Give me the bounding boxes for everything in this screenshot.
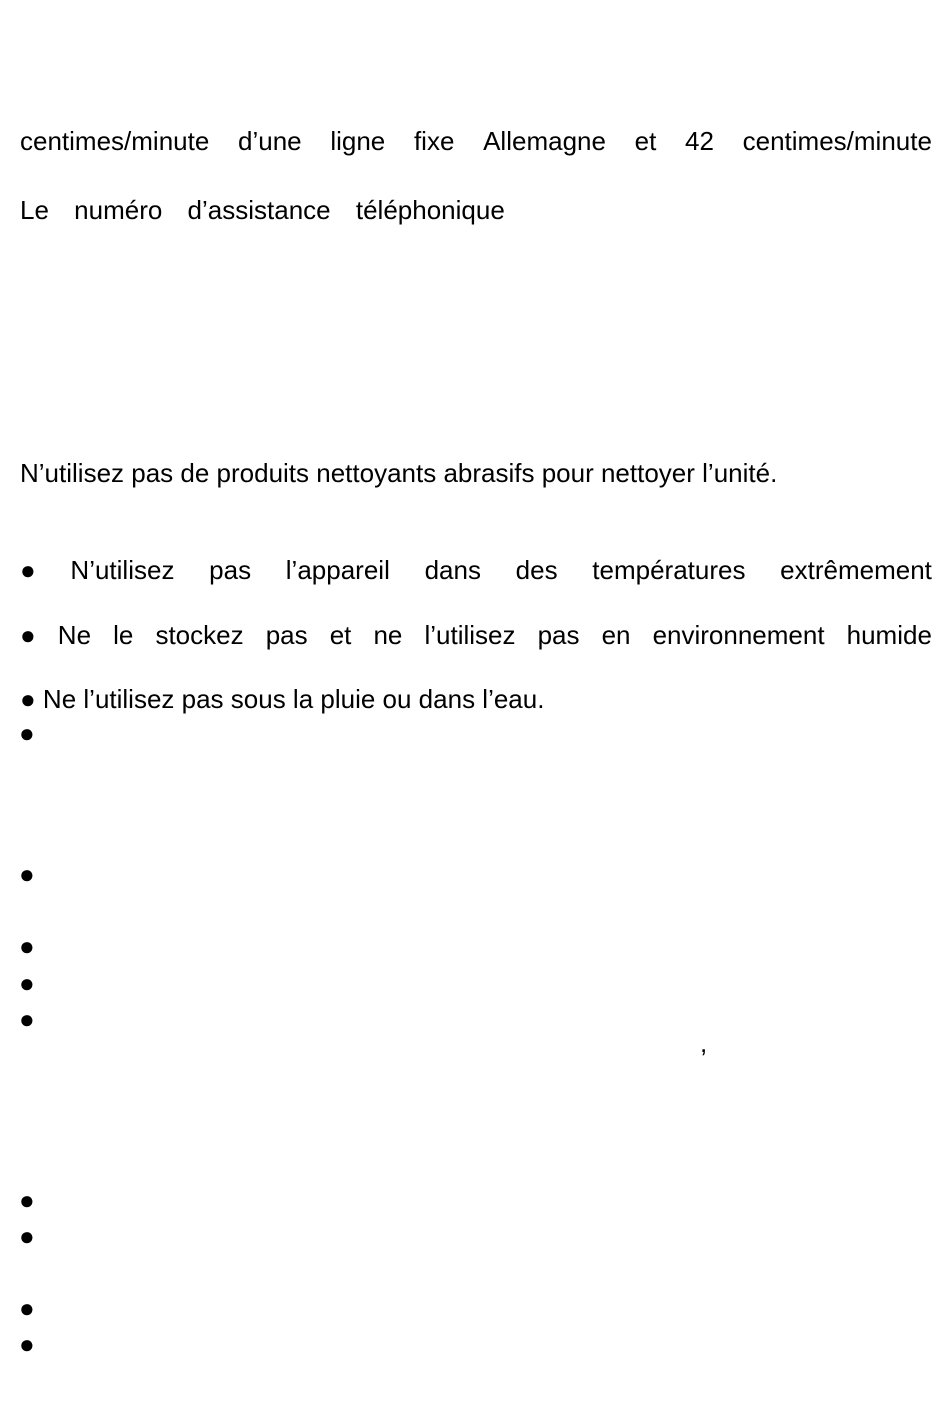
word: centimes/minute [742,126,932,156]
bullet-item-rain: ● Ne l’utilisez pas sous la pluie ou dans l’eau. [20,684,545,714]
word: pas [209,555,252,585]
word: d’une [238,126,302,156]
word: fixe [413,126,455,156]
word: d’assistance [187,195,331,225]
bullet-icon: ● [19,1004,35,1034]
word: Ne [57,620,92,650]
word: pas [537,620,580,650]
word: ligne [330,126,386,156]
word: et [329,620,352,650]
word: Allemagne [483,126,606,156]
bullet-icon: ● [20,620,36,650]
word: environnement [652,620,825,650]
word: extrêmement [780,555,932,585]
bullet-item-humidity [20,620,932,650]
text-line-hotline [20,195,523,225]
bullet-icon: ● [19,1221,35,1251]
word: stockez [155,620,244,650]
bullet-icon: ● [19,1329,35,1359]
bullet-icon: ● [19,968,35,998]
bullet-icon: ● [19,1293,35,1323]
word: températures [592,555,746,585]
bullet-icon: ● [20,555,36,585]
word: des [515,555,558,585]
text-line-tariff [20,126,932,156]
word: Le [20,195,49,225]
word: N’utilisez [70,555,175,585]
word: le [113,620,134,650]
word: téléphonique [355,195,505,225]
word: l’appareil [285,555,390,585]
bullet-icon: ● [19,859,35,889]
bullet-icon: ● [19,1185,35,1215]
word: et [634,126,657,156]
word: pas [265,620,308,650]
word: 42 [685,126,714,156]
bullet-icon: ● [19,931,35,961]
bullet-item-temperature [20,555,932,585]
word: numéro [74,195,163,225]
word: humide [846,620,932,650]
text-line-cleaning: N’utilisez pas de produits nettoyants abrasifs pour nettoyer l’unité. [20,458,778,488]
word: centimes/minute [20,126,210,156]
word: dans [424,555,481,585]
stray-comma: , [700,1028,708,1058]
word: en [601,620,631,650]
word: l’utilisez [424,620,516,650]
bullet-icon: ● [19,718,35,748]
word: ne [373,620,403,650]
